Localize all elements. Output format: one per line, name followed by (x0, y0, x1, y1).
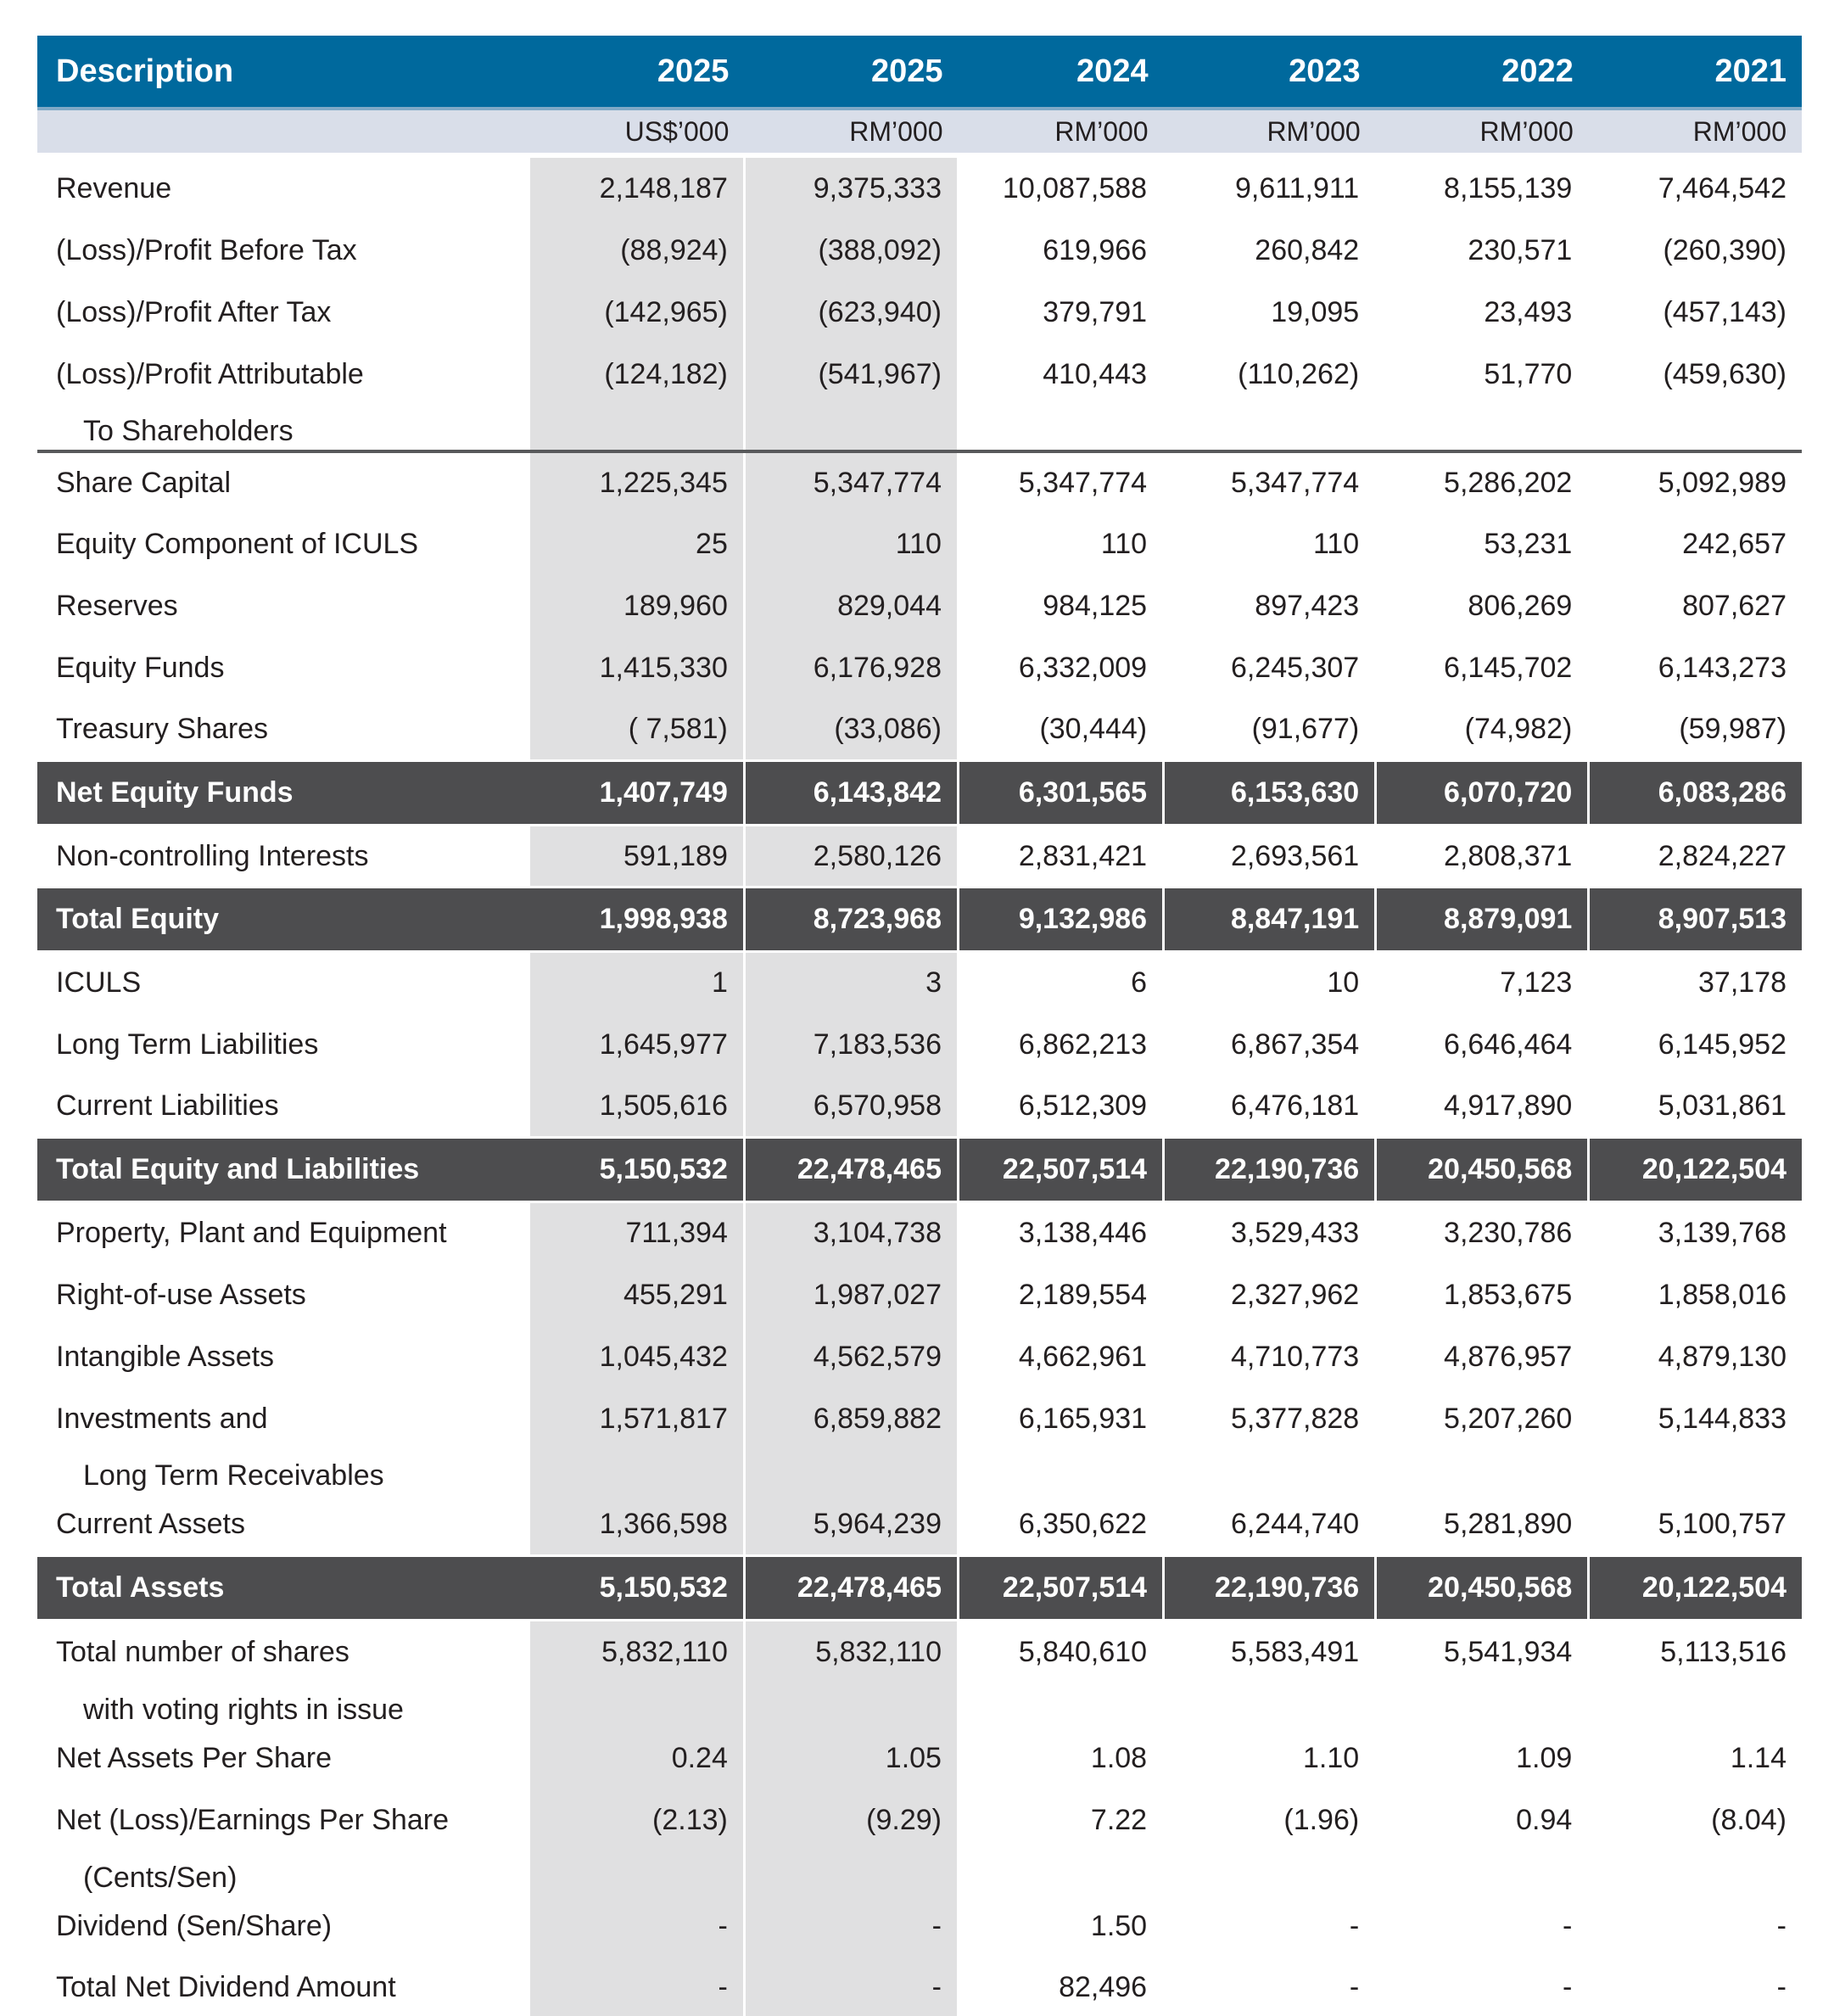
value-cell: - (1164, 1896, 1376, 1957)
value-cell: 20,122,504 (1589, 1556, 1802, 1621)
value-cell: (459,630) (1589, 344, 1802, 451)
total-row-total-equity (37, 888, 1802, 952)
value-cell: 5,964,239 (744, 1494, 958, 1556)
row-label-line1: ICULS (56, 966, 142, 1000)
description-column-header: Description (37, 36, 530, 109)
value-cell: 4,876,957 (1376, 1326, 1589, 1388)
value-cell: (457,143) (1589, 282, 1802, 344)
value-cell: 20,450,568 (1376, 1556, 1589, 1621)
data-row-loss-profit-attributable (37, 344, 1802, 451)
data-row-current-assets (37, 1494, 1802, 1556)
row-label-line1: Total number of shares (56, 1636, 349, 1669)
row-label-line1: Right-of-use Assets (56, 1278, 306, 1311)
row-label-line1: Share Capital (56, 466, 232, 499)
value-cell: ( 7,581) (530, 699, 744, 761)
value-cell: 230,571 (1376, 220, 1589, 282)
value-cell: 7,123 (1376, 952, 1589, 1014)
value-cell: 1,998,938 (530, 888, 744, 952)
value-cell: 1,505,616 (530, 1076, 744, 1138)
value-cell: 619,966 (958, 220, 1163, 282)
value-cell: 5,286,202 (1376, 451, 1589, 513)
total-row-net-equity-funds (37, 761, 1802, 826)
value-cell: (541,967) (744, 344, 958, 451)
value-cell: 6,145,702 (1376, 637, 1589, 699)
value-cell: 6,165,931 (958, 1388, 1163, 1494)
value-cell: 1,225,345 (530, 451, 744, 513)
row-label (37, 1957, 530, 2016)
value-cell: - (1376, 1896, 1589, 1957)
year-header-row (37, 36, 1802, 109)
value-cell: (9.29) (744, 1789, 958, 1896)
value-cell: (2.13) (530, 1789, 744, 1896)
value-cell: 6,244,740 (1164, 1494, 1376, 1556)
data-row-reserves (37, 575, 1802, 637)
value-cell: 1,645,977 (530, 1014, 744, 1076)
value-cell: (388,092) (744, 220, 958, 282)
value-cell: 4,879,130 (1589, 1326, 1802, 1388)
value-cell: 3,139,768 (1589, 1202, 1802, 1264)
data-row-treasury-shares (37, 699, 1802, 761)
value-cell: 51,770 (1376, 344, 1589, 451)
value-cell: 2,808,371 (1376, 826, 1589, 888)
value-cell: 829,044 (744, 575, 958, 637)
row-label-line1: Property, Plant and Equipment (56, 1217, 447, 1250)
year-column-header-1: 2025 (744, 36, 958, 109)
value-cell: 711,394 (530, 1202, 744, 1264)
value-cell: 6,646,464 (1376, 1014, 1589, 1076)
value-cell: 37,178 (1589, 952, 1802, 1014)
value-cell: 1,987,027 (744, 1264, 958, 1326)
data-row-non-controlling-interests (37, 826, 1802, 888)
value-cell: 8,155,139 (1376, 158, 1589, 220)
row-label-line1: Equity Component of ICULS (56, 527, 419, 560)
year-column-header-3: 2023 (1164, 36, 1376, 109)
value-cell: 3,138,446 (958, 1202, 1163, 1264)
value-cell: 5,150,532 (530, 1556, 744, 1621)
value-cell: 6,867,354 (1164, 1014, 1376, 1076)
value-cell: 5,583,491 (1164, 1621, 1376, 1728)
currency-unit-row (37, 109, 1802, 153)
data-row-current-liabilities (37, 1076, 1802, 1138)
row-label-line1: Total Equity and Liabilities (56, 1153, 420, 1186)
value-cell: - (744, 1957, 958, 2016)
row-label (37, 1789, 530, 1896)
row-label-line1: (Loss)/Profit Attributable (56, 358, 364, 390)
value-cell: 22,507,514 (958, 1556, 1163, 1621)
row-label (37, 1014, 530, 1076)
value-cell: 4,917,890 (1376, 1076, 1589, 1138)
row-label (37, 451, 530, 513)
value-cell: 2,824,227 (1589, 826, 1802, 888)
value-cell: - (530, 1957, 744, 2016)
value-cell: 1.05 (744, 1728, 958, 1789)
value-cell: 20,450,568 (1376, 1138, 1589, 1202)
row-label (37, 220, 530, 282)
value-cell: (8.04) (1589, 1789, 1802, 1896)
row-label (37, 952, 530, 1014)
row-label-line1: Treasury Shares (56, 712, 269, 745)
data-row-investments-and (37, 1388, 1802, 1494)
value-cell: 1,858,016 (1589, 1264, 1802, 1326)
row-label (37, 888, 530, 952)
value-cell: 3 (744, 952, 958, 1014)
value-cell: 6,570,958 (744, 1076, 958, 1138)
value-cell: 591,189 (530, 826, 744, 888)
value-cell: 7,464,542 (1589, 158, 1802, 220)
value-cell: (59,987) (1589, 699, 1802, 761)
value-cell: 22,478,465 (744, 1556, 958, 1621)
value-cell: 455,291 (530, 1264, 744, 1326)
total-row-total-equity-and-liabilities (37, 1138, 1802, 1202)
value-cell: 53,231 (1376, 513, 1589, 575)
value-cell: 5,092,989 (1589, 451, 1802, 513)
year-column-header-2: 2024 (958, 36, 1163, 109)
value-cell: (30,444) (958, 699, 1163, 761)
value-cell: 0.24 (530, 1728, 744, 1789)
data-row-iculs (37, 952, 1802, 1014)
value-cell: 10,087,588 (958, 158, 1163, 220)
row-label (37, 344, 530, 451)
year-column-header-0: 2025 (530, 36, 744, 109)
value-cell: 4,662,961 (958, 1326, 1163, 1388)
value-cell: 5,144,833 (1589, 1388, 1802, 1494)
value-cell: 5,031,861 (1589, 1076, 1802, 1138)
value-cell: 260,842 (1164, 220, 1376, 282)
row-label (37, 637, 530, 699)
value-cell: - (1589, 1957, 1802, 2016)
value-cell: 5,347,774 (958, 451, 1163, 513)
value-cell: 0.94 (1376, 1789, 1589, 1896)
value-cell: 4,562,579 (744, 1326, 958, 1388)
row-label (37, 513, 530, 575)
value-cell: 5,347,774 (744, 451, 958, 513)
value-cell: 1.09 (1376, 1728, 1589, 1789)
value-cell: 5,150,532 (530, 1138, 744, 1202)
data-row-loss-profit-after-tax (37, 282, 1802, 344)
value-cell: 6,350,622 (958, 1494, 1163, 1556)
value-cell: 6,083,286 (1589, 761, 1802, 826)
value-cell: 984,125 (958, 575, 1163, 637)
value-cell: 5,100,757 (1589, 1494, 1802, 1556)
value-cell: 1,407,749 (530, 761, 744, 826)
value-cell: 19,095 (1164, 282, 1376, 344)
value-cell: 6,143,842 (744, 761, 958, 826)
unit-header-1: RM’000 (744, 109, 958, 153)
row-label (37, 1388, 530, 1494)
data-row-equity-funds (37, 637, 1802, 699)
row-label-line1: Investments and (56, 1402, 268, 1435)
value-cell: (623,940) (744, 282, 958, 344)
row-label (37, 1728, 530, 1789)
row-label-line1: (Loss)/Profit Before Tax (56, 233, 357, 266)
value-cell: 7.22 (958, 1789, 1163, 1896)
value-cell: - (1376, 1957, 1589, 2016)
value-cell: 5,832,110 (530, 1621, 744, 1728)
value-cell: 22,507,514 (958, 1138, 1163, 1202)
value-cell: (33,086) (744, 699, 958, 761)
row-label (37, 761, 530, 826)
row-label (37, 282, 530, 344)
value-cell: 6,153,630 (1164, 761, 1376, 826)
row-label-line1: Revenue (56, 171, 172, 204)
value-cell: 110 (958, 513, 1163, 575)
value-cell: 2,189,554 (958, 1264, 1163, 1326)
row-label-line1: Intangible Assets (56, 1340, 275, 1373)
row-label-line1: Dividend (Sen/Share) (56, 1910, 333, 1943)
value-cell: 6 (958, 952, 1163, 1014)
table-header (37, 36, 1802, 153)
value-cell: 3,230,786 (1376, 1202, 1589, 1264)
row-label-line1: Total Assets (56, 1571, 225, 1604)
value-cell: 82,496 (958, 1957, 1163, 2016)
value-cell: 2,693,561 (1164, 826, 1376, 888)
value-cell: 6,176,928 (744, 637, 958, 699)
value-cell: 2,831,421 (958, 826, 1163, 888)
row-label (37, 575, 530, 637)
value-cell: 8,879,091 (1376, 888, 1589, 952)
unit-header-4: RM’000 (1376, 109, 1589, 153)
value-cell: - (1589, 1896, 1802, 1957)
row-label-line1: Non-controlling Interests (56, 839, 369, 872)
year-column-header-5: 2021 (1589, 36, 1802, 109)
five-year-financial-summary-table (37, 36, 1802, 2016)
table-body (37, 153, 1802, 2016)
data-row-total-net-dividend-amount (37, 1957, 1802, 2016)
value-cell: 1,571,817 (530, 1388, 744, 1494)
value-cell: 23,493 (1376, 282, 1589, 344)
value-cell: 6,859,882 (744, 1388, 958, 1494)
value-cell: 5,832,110 (744, 1621, 958, 1728)
value-cell: 1,045,432 (530, 1326, 744, 1388)
value-cell: 2,327,962 (1164, 1264, 1376, 1326)
value-cell: 22,190,736 (1164, 1556, 1376, 1621)
value-cell: (1.96) (1164, 1789, 1376, 1896)
value-cell: 8,847,191 (1164, 888, 1376, 952)
value-cell: 5,113,516 (1589, 1621, 1802, 1728)
unit-row-spacer (37, 109, 530, 153)
value-cell: (91,677) (1164, 699, 1376, 761)
value-cell: - (1164, 1957, 1376, 2016)
data-row-property-plant-and-equipment (37, 1202, 1802, 1264)
value-cell: 2,148,187 (530, 158, 744, 220)
value-cell: 8,907,513 (1589, 888, 1802, 952)
value-cell: 1.08 (958, 1728, 1163, 1789)
data-row-intangible-assets (37, 1326, 1802, 1388)
data-row-loss-profit-before-tax (37, 220, 1802, 282)
row-label (37, 699, 530, 761)
row-label-line1: Total Net Dividend Amount (56, 1971, 396, 2004)
value-cell: 189,960 (530, 575, 744, 637)
total-row-total-assets (37, 1556, 1802, 1621)
value-cell: 6,301,565 (958, 761, 1163, 826)
value-cell: 1 (530, 952, 744, 1014)
value-cell: 25 (530, 513, 744, 575)
row-label-line1: Net Equity Funds (56, 776, 294, 809)
value-cell: 10 (1164, 952, 1376, 1014)
value-cell: 5,281,890 (1376, 1494, 1589, 1556)
value-cell: 6,862,213 (958, 1014, 1163, 1076)
value-cell: 1,366,598 (530, 1494, 744, 1556)
value-cell: 9,375,333 (744, 158, 958, 220)
data-row-total-number-of-shares (37, 1621, 1802, 1728)
data-row-dividend-sen-share (37, 1896, 1802, 1957)
value-cell: 4,710,773 (1164, 1326, 1376, 1388)
value-cell: 6,143,273 (1589, 637, 1802, 699)
row-label-line1: Total Equity (56, 903, 220, 936)
value-cell: - (530, 1896, 744, 1957)
value-cell: 6,245,307 (1164, 637, 1376, 699)
value-cell: 6,512,309 (958, 1076, 1163, 1138)
row-label-line2: To Shareholders (83, 415, 294, 448)
row-label (37, 1202, 530, 1264)
value-cell: 1.14 (1589, 1728, 1802, 1789)
value-cell: 9,611,911 (1164, 158, 1376, 220)
value-cell: 22,190,736 (1164, 1138, 1376, 1202)
value-cell: 379,791 (958, 282, 1163, 344)
value-cell: 5,207,260 (1376, 1388, 1589, 1494)
value-cell: 9,132,986 (958, 888, 1163, 952)
value-cell: 6,476,181 (1164, 1076, 1376, 1138)
value-cell: 1,415,330 (530, 637, 744, 699)
data-row-right-of-use-assets (37, 1264, 1802, 1326)
value-cell: 6,070,720 (1376, 761, 1589, 826)
value-cell: (88,924) (530, 220, 744, 282)
row-label-line2: (Cents/Sen) (83, 1861, 238, 1894)
value-cell: 6,332,009 (958, 637, 1163, 699)
data-row-net-loss-earnings-per-share (37, 1789, 1802, 1896)
value-cell: 5,840,610 (958, 1621, 1163, 1728)
row-label-line1: Current Assets (56, 1507, 245, 1540)
unit-header-5: RM’000 (1589, 109, 1802, 153)
unit-header-0: US$’000 (530, 109, 744, 153)
value-cell: 22,478,465 (744, 1138, 958, 1202)
data-row-equity-component-of-iculs (37, 513, 1802, 575)
value-cell: 110 (1164, 513, 1376, 575)
row-label-line1: (Loss)/Profit After Tax (56, 295, 332, 328)
row-label (37, 158, 530, 220)
unit-header-3: RM’000 (1164, 109, 1376, 153)
value-cell: - (744, 1896, 958, 1957)
row-label (37, 1326, 530, 1388)
value-cell: 242,657 (1589, 513, 1802, 575)
value-cell: 1.50 (958, 1896, 1163, 1957)
year-column-header-4: 2022 (1376, 36, 1589, 109)
value-cell: 2,580,126 (744, 826, 958, 888)
data-row-long-term-liabilities (37, 1014, 1802, 1076)
value-cell: 1.10 (1164, 1728, 1376, 1789)
value-cell: 5,347,774 (1164, 451, 1376, 513)
row-label (37, 1264, 530, 1326)
value-cell: (124,182) (530, 344, 744, 451)
row-label-line2: with voting rights in issue (83, 1693, 404, 1726)
value-cell: 1,853,675 (1376, 1264, 1589, 1326)
row-label (37, 1076, 530, 1138)
value-cell: 897,423 (1164, 575, 1376, 637)
data-row-net-assets-per-share (37, 1728, 1802, 1789)
value-cell: 110 (744, 513, 958, 575)
row-label (37, 1138, 530, 1202)
row-label-line1: Current Liabilities (56, 1089, 279, 1122)
row-label (37, 1621, 530, 1728)
value-cell: (142,965) (530, 282, 744, 344)
value-cell: (74,982) (1376, 699, 1589, 761)
value-cell: 6,145,952 (1589, 1014, 1802, 1076)
value-cell: 806,269 (1376, 575, 1589, 637)
value-cell: 3,104,738 (744, 1202, 958, 1264)
data-row-share-capital (37, 451, 1802, 513)
value-cell: 807,627 (1589, 575, 1802, 637)
row-label-line1: Net (Loss)/Earnings Per Share (56, 1804, 449, 1837)
value-cell: 3,529,433 (1164, 1202, 1376, 1264)
row-label-line2: Long Term Receivables (83, 1459, 384, 1492)
row-label (37, 1556, 530, 1621)
value-cell: 8,723,968 (744, 888, 958, 952)
value-cell: 410,443 (958, 344, 1163, 451)
row-label (37, 826, 530, 888)
value-cell: (260,390) (1589, 220, 1802, 282)
row-label-line1: Net Assets Per Share (56, 1742, 333, 1775)
value-cell: 5,541,934 (1376, 1621, 1589, 1728)
row-label-line1: Reserves (56, 589, 178, 622)
value-cell: (110,262) (1164, 344, 1376, 451)
row-label (37, 1896, 530, 1957)
value-cell: 7,183,536 (744, 1014, 958, 1076)
row-label-line1: Equity Funds (56, 651, 225, 684)
value-cell: 20,122,504 (1589, 1138, 1802, 1202)
value-cell: 5,377,828 (1164, 1388, 1376, 1494)
row-label (37, 1494, 530, 1556)
row-label-line1: Long Term Liabilities (56, 1028, 319, 1061)
data-row-revenue (37, 158, 1802, 220)
unit-header-2: RM’000 (958, 109, 1163, 153)
